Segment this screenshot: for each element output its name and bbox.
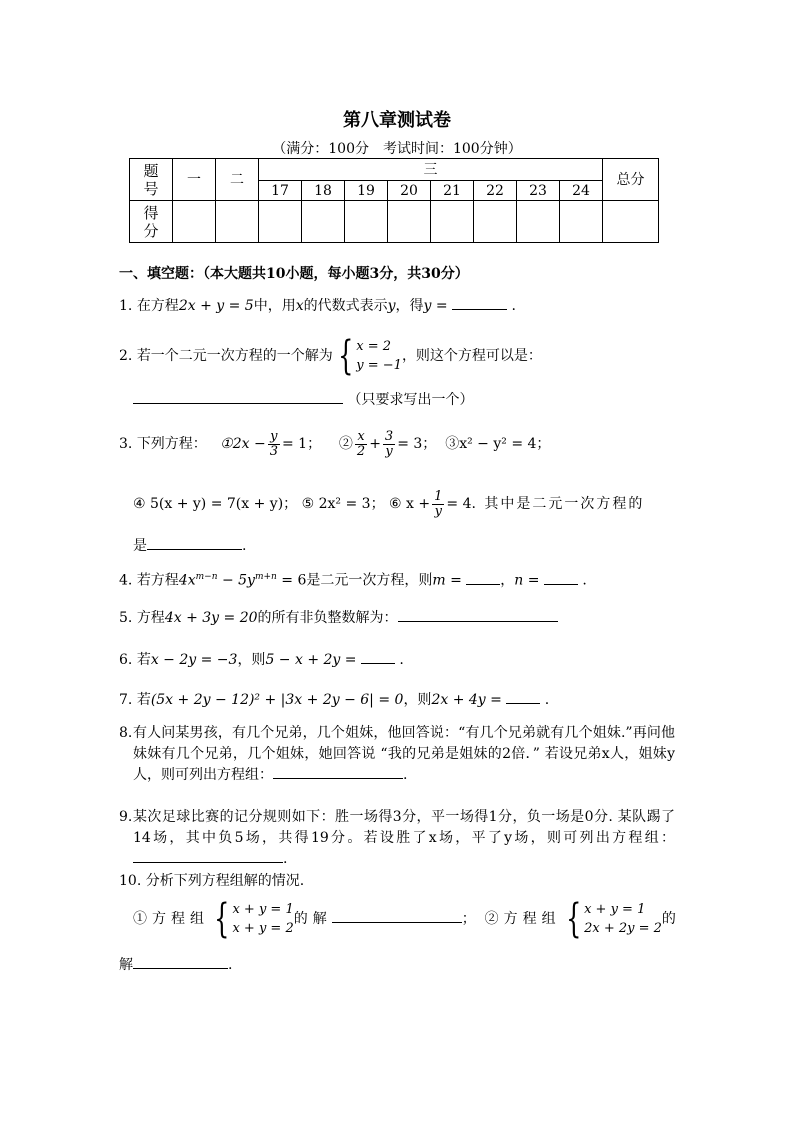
- question-3-line-2: [133, 486, 644, 522]
- sub-col-24: 24: [560, 181, 603, 201]
- total-header: 总分: [603, 159, 659, 201]
- question-2-answer: [133, 391, 473, 409]
- q4-end: .: [582, 572, 587, 589]
- q9-number: 9.: [119, 809, 133, 825]
- total-score-cell[interactable]: [603, 201, 659, 243]
- page-subtitle: （满分：100分 考试时间：100分钟）: [272, 141, 522, 157]
- q4-exponent-1: m−n: [195, 572, 218, 582]
- q1-mid2: 的代数式表示: [303, 298, 388, 314]
- q10-b-answer-blank[interactable]: [133, 956, 228, 969]
- score-cell[interactable]: [345, 201, 388, 243]
- q2-system-row-1: x = 2: [356, 339, 392, 354]
- score-row-label-cell: [130, 201, 173, 243]
- question-5: [119, 609, 558, 627]
- score-cell[interactable]: [216, 201, 259, 243]
- q3-eq2-fraction-1: [355, 430, 367, 459]
- score-cell[interactable]: [474, 201, 517, 243]
- q4-sep: ，: [500, 572, 515, 589]
- q7-answer-blank[interactable]: [506, 691, 540, 704]
- q9-end: .: [283, 851, 288, 867]
- q10-a-mid: 的解: [293, 911, 332, 927]
- question-4: [119, 568, 587, 590]
- q5-post: 的所有非负整数解为：: [257, 610, 398, 626]
- q3-eq2-denominator-1: 2: [356, 443, 366, 459]
- sub-col-17: 17: [259, 181, 302, 201]
- q3-eq2-fraction-2: [383, 430, 395, 459]
- q4-mid: 是二元一次方程，则: [306, 572, 433, 589]
- q10-a-answer-blank[interactable]: [332, 910, 462, 923]
- q3-eq1-prefix: ①2x −: [220, 436, 266, 452]
- q1-answer-blank[interactable]: [452, 297, 507, 310]
- q3-pre: 下列方程：: [136, 436, 207, 452]
- q3-eq3: ③x² − y² = 4；: [445, 436, 551, 452]
- q8-text: 有人问某男孩，有几个兄弟，几个姐妹，他回答说：“有几个兄弟就有几个姐妹.”再问他妹妹有几个兄弟，几个姐妹，她回答说 “我的兄弟是姐妹的2倍．” 若设兄弟x人，姐妹y人，则可列出方程组：: [133, 725, 675, 783]
- q3-eq2-numerator-2: 3: [384, 428, 394, 444]
- q5-answer-blank[interactable]: [398, 609, 558, 622]
- q4-n-label: n =: [514, 572, 540, 589]
- q7-expression: 2x + 4y =: [431, 692, 502, 708]
- q10-number: 10.: [119, 873, 142, 889]
- q10-sep: ；: [461, 911, 476, 927]
- q7-equation: (5x + 2y − 12)² + |3x + 2y − 6| = 0: [150, 692, 404, 708]
- sub-col-23: 23: [517, 181, 560, 201]
- q1-equation: 2x + y = 5: [178, 298, 254, 314]
- q10-pre: 分析下列方程组解的情况.: [145, 873, 305, 889]
- q8-answer-blank[interactable]: [273, 766, 403, 779]
- q10-system-a-row-1: x + y = 1: [232, 902, 294, 917]
- q3-tail: . 其中是二元一次方程的: [471, 496, 645, 512]
- question-10-line-2: [133, 897, 676, 941]
- q1-mid3: ，得: [395, 298, 424, 314]
- q10-a-pre: ①方程组: [133, 911, 209, 927]
- q10-system-b-row-2: 2x + 2y = 2: [584, 921, 662, 936]
- score-header-label: 题号: [143, 161, 159, 198]
- q3-eq1-suffix: = 1；: [282, 436, 322, 452]
- q7-end: .: [544, 692, 550, 708]
- q3-eq6-numerator: 1: [434, 488, 443, 504]
- q6-mid: ，则: [237, 652, 266, 668]
- q3-eq2-plus: +: [369, 436, 381, 452]
- score-cell[interactable]: [517, 201, 560, 243]
- q4-n-blank[interactable]: [544, 572, 578, 585]
- q9-answer-blank[interactable]: [133, 850, 283, 863]
- q1-y: y: [387, 298, 396, 314]
- q6-equation: x − 2y = −3: [150, 652, 238, 668]
- q10-system-b: [561, 896, 662, 942]
- q9-text: 某次足球比赛的记分规则如下：胜一场得3分，平一场得1分，负一场是0分. 某队踢了14场，其中负5场，共得19分。若设胜了x场，平了y场，则可列出方程组：: [133, 809, 675, 846]
- question-2: [119, 333, 542, 379]
- q5-pre: 方程: [136, 610, 165, 626]
- question-9: [133, 807, 675, 870]
- q2-answer-blank[interactable]: [133, 391, 343, 404]
- page-title: 第八章测试卷: [343, 110, 451, 131]
- q3-eq2-suffix: = 3；: [397, 436, 437, 452]
- q10-system-a-row-2: x + y = 2: [232, 921, 294, 936]
- q3-eq5: ⑤ 2x² = 3；: [301, 496, 385, 512]
- q3-eq1-denominator: 3: [269, 443, 278, 459]
- q2-pre: 若一个二元一次方程的一个解为: [136, 348, 333, 364]
- question-10-line-3: [119, 956, 232, 974]
- q4-eq-part3: = 6: [276, 572, 307, 589]
- q1-mid: 中，用: [253, 298, 296, 314]
- q4-eq-part1: 4x: [178, 572, 196, 589]
- q4-eq-part2: − 5y: [217, 572, 255, 589]
- col-two-header: 二: [216, 159, 259, 201]
- q6-expression: 5 − x + 2y =: [265, 652, 357, 668]
- score-cell[interactable]: [173, 201, 216, 243]
- q4-m-blank[interactable]: [466, 572, 500, 585]
- col-three-header: 三: [259, 159, 603, 181]
- q10-system-a: [209, 896, 294, 942]
- q6-end: .: [399, 652, 404, 668]
- sub-col-22: 22: [474, 181, 517, 201]
- question-6: [119, 651, 404, 669]
- score-cell[interactable]: [302, 201, 345, 243]
- score-cell[interactable]: [388, 201, 431, 243]
- q3-eq6-fraction: [432, 490, 444, 519]
- q3-eq2-prefix: ②: [338, 436, 353, 452]
- q2-post: ，则这个方程可以是：: [401, 348, 542, 364]
- left-brace-icon: {: [565, 896, 581, 942]
- q1-answer-label: y =: [423, 298, 448, 314]
- q1-end: .: [511, 298, 516, 314]
- score-cell[interactable]: [431, 201, 474, 243]
- q3-end: .: [242, 538, 247, 554]
- q4-m-label: m =: [432, 572, 462, 589]
- q7-pre: 若: [136, 692, 151, 708]
- q8-end: .: [403, 767, 408, 783]
- q3-number: 3.: [119, 436, 133, 452]
- q3-eq6-prefix: ⑥ x +: [389, 496, 431, 512]
- question-1: [119, 297, 516, 315]
- q1-pre: 在方程: [136, 298, 179, 314]
- q10-line2: 解: [119, 957, 133, 973]
- q6-answer-blank[interactable]: [361, 651, 395, 664]
- q1-number: 1.: [119, 298, 133, 314]
- q10-b-post: 的: [661, 911, 676, 927]
- score-row-label: 得分: [143, 203, 159, 240]
- q1-x: x: [295, 298, 304, 314]
- q2-system-row-2: y = −1: [356, 358, 402, 373]
- question-3-line-3: [133, 537, 246, 555]
- q3-eq4: ④ 5(x + y) = 7(x + y)；: [133, 496, 298, 512]
- q2-number: 2.: [119, 348, 133, 364]
- col-one-header: 一: [173, 159, 216, 201]
- q3-eq6-suffix: = 4: [446, 496, 472, 512]
- q5-equation: 4x + 3y = 20: [164, 610, 258, 626]
- question-8: [133, 723, 675, 786]
- q3-eq2-numerator-1: x: [357, 428, 365, 444]
- sub-col-18: 18: [302, 181, 345, 201]
- q2-note: （只要求写出一个）: [347, 392, 474, 408]
- q3-answer-blank[interactable]: [147, 537, 242, 550]
- q10-b-pre: ②方程组: [484, 911, 561, 927]
- q6-number: 6.: [119, 652, 133, 668]
- left-brace-icon: {: [214, 896, 230, 942]
- header-label-cell: [130, 159, 173, 201]
- question-7: [119, 691, 549, 709]
- q7-mid: ，则: [403, 692, 432, 708]
- sub-col-21: 21: [431, 181, 474, 201]
- question-10: [119, 872, 304, 890]
- q3-eq2-denominator-2: y: [385, 443, 393, 459]
- sub-col-20: 20: [388, 181, 431, 201]
- q8-number: 8.: [119, 725, 133, 741]
- q6-pre: 若: [136, 652, 151, 668]
- q3-line3: 是: [133, 538, 147, 554]
- sub-col-19: 19: [345, 181, 388, 201]
- q2-solution-system: [333, 333, 402, 379]
- q3-eq1-fraction: [268, 430, 280, 459]
- q7-number: 7.: [119, 692, 133, 708]
- left-brace-icon: {: [337, 333, 354, 379]
- q5-number: 5.: [119, 610, 133, 626]
- score-cell[interactable]: [560, 201, 603, 243]
- score-table: [129, 158, 659, 243]
- q3-eq1-numerator: y: [270, 428, 278, 444]
- q4-number: 4.: [119, 572, 133, 589]
- q4-pre: 若方程: [136, 572, 179, 589]
- q10-system-b-row-1: x + y = 1: [584, 902, 646, 917]
- q3-eq6-denominator: y: [434, 503, 442, 519]
- q4-exponent-2: m+n: [254, 572, 277, 582]
- q10-end: .: [228, 957, 233, 973]
- score-cell[interactable]: [259, 201, 302, 243]
- question-3: [119, 426, 550, 462]
- section-heading: 一、填空题：（本大题共10小题，每小题3分，共30分）: [119, 266, 469, 282]
